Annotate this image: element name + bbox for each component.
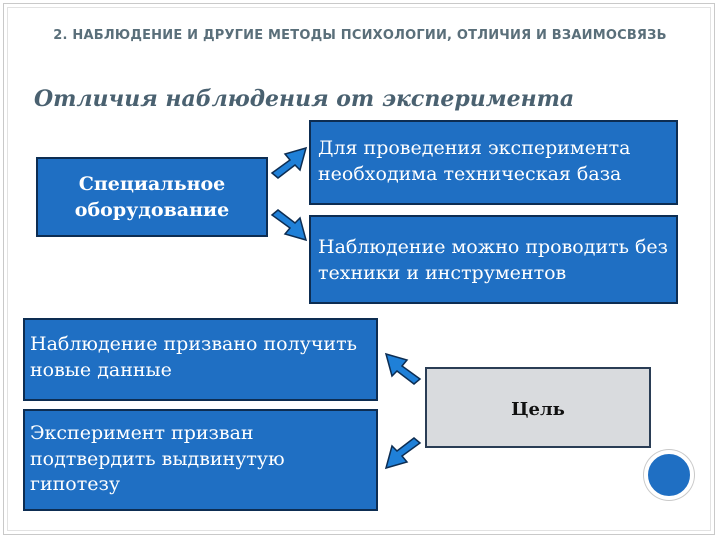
- arrow-down-right-icon: [268, 208, 312, 248]
- slide-subtitle: Отличия наблюдения от эксперимента: [34, 86, 575, 112]
- equipment-box: Специальное оборудование: [36, 157, 268, 237]
- arrow-up-right-icon: [268, 140, 312, 180]
- tech-base-box: Для проведения эксперимента необходима техническая база: [309, 120, 678, 205]
- circle-icon: [644, 450, 694, 500]
- confirm-hypothesis-box: Эксперимент призван подтвердить выдвинутую гипотезу: [23, 409, 378, 511]
- goal-box: Цель: [425, 367, 651, 448]
- slide-header: 2. НАБЛЮДЕНИЕ И ДРУГИЕ МЕТОДЫ ПСИХОЛОГИИ, ОТЛИЧИЯ И ВЗАИМОСВЯЗЬ: [53, 28, 667, 43]
- new-data-box: Наблюдение призвано получить новые данные: [23, 318, 378, 401]
- arrow-down-left-icon: [380, 436, 424, 476]
- arrow-up-left-icon: [380, 346, 424, 386]
- no-tech-box: Наблюдение можно проводить без техники и инструментов: [309, 215, 678, 304]
